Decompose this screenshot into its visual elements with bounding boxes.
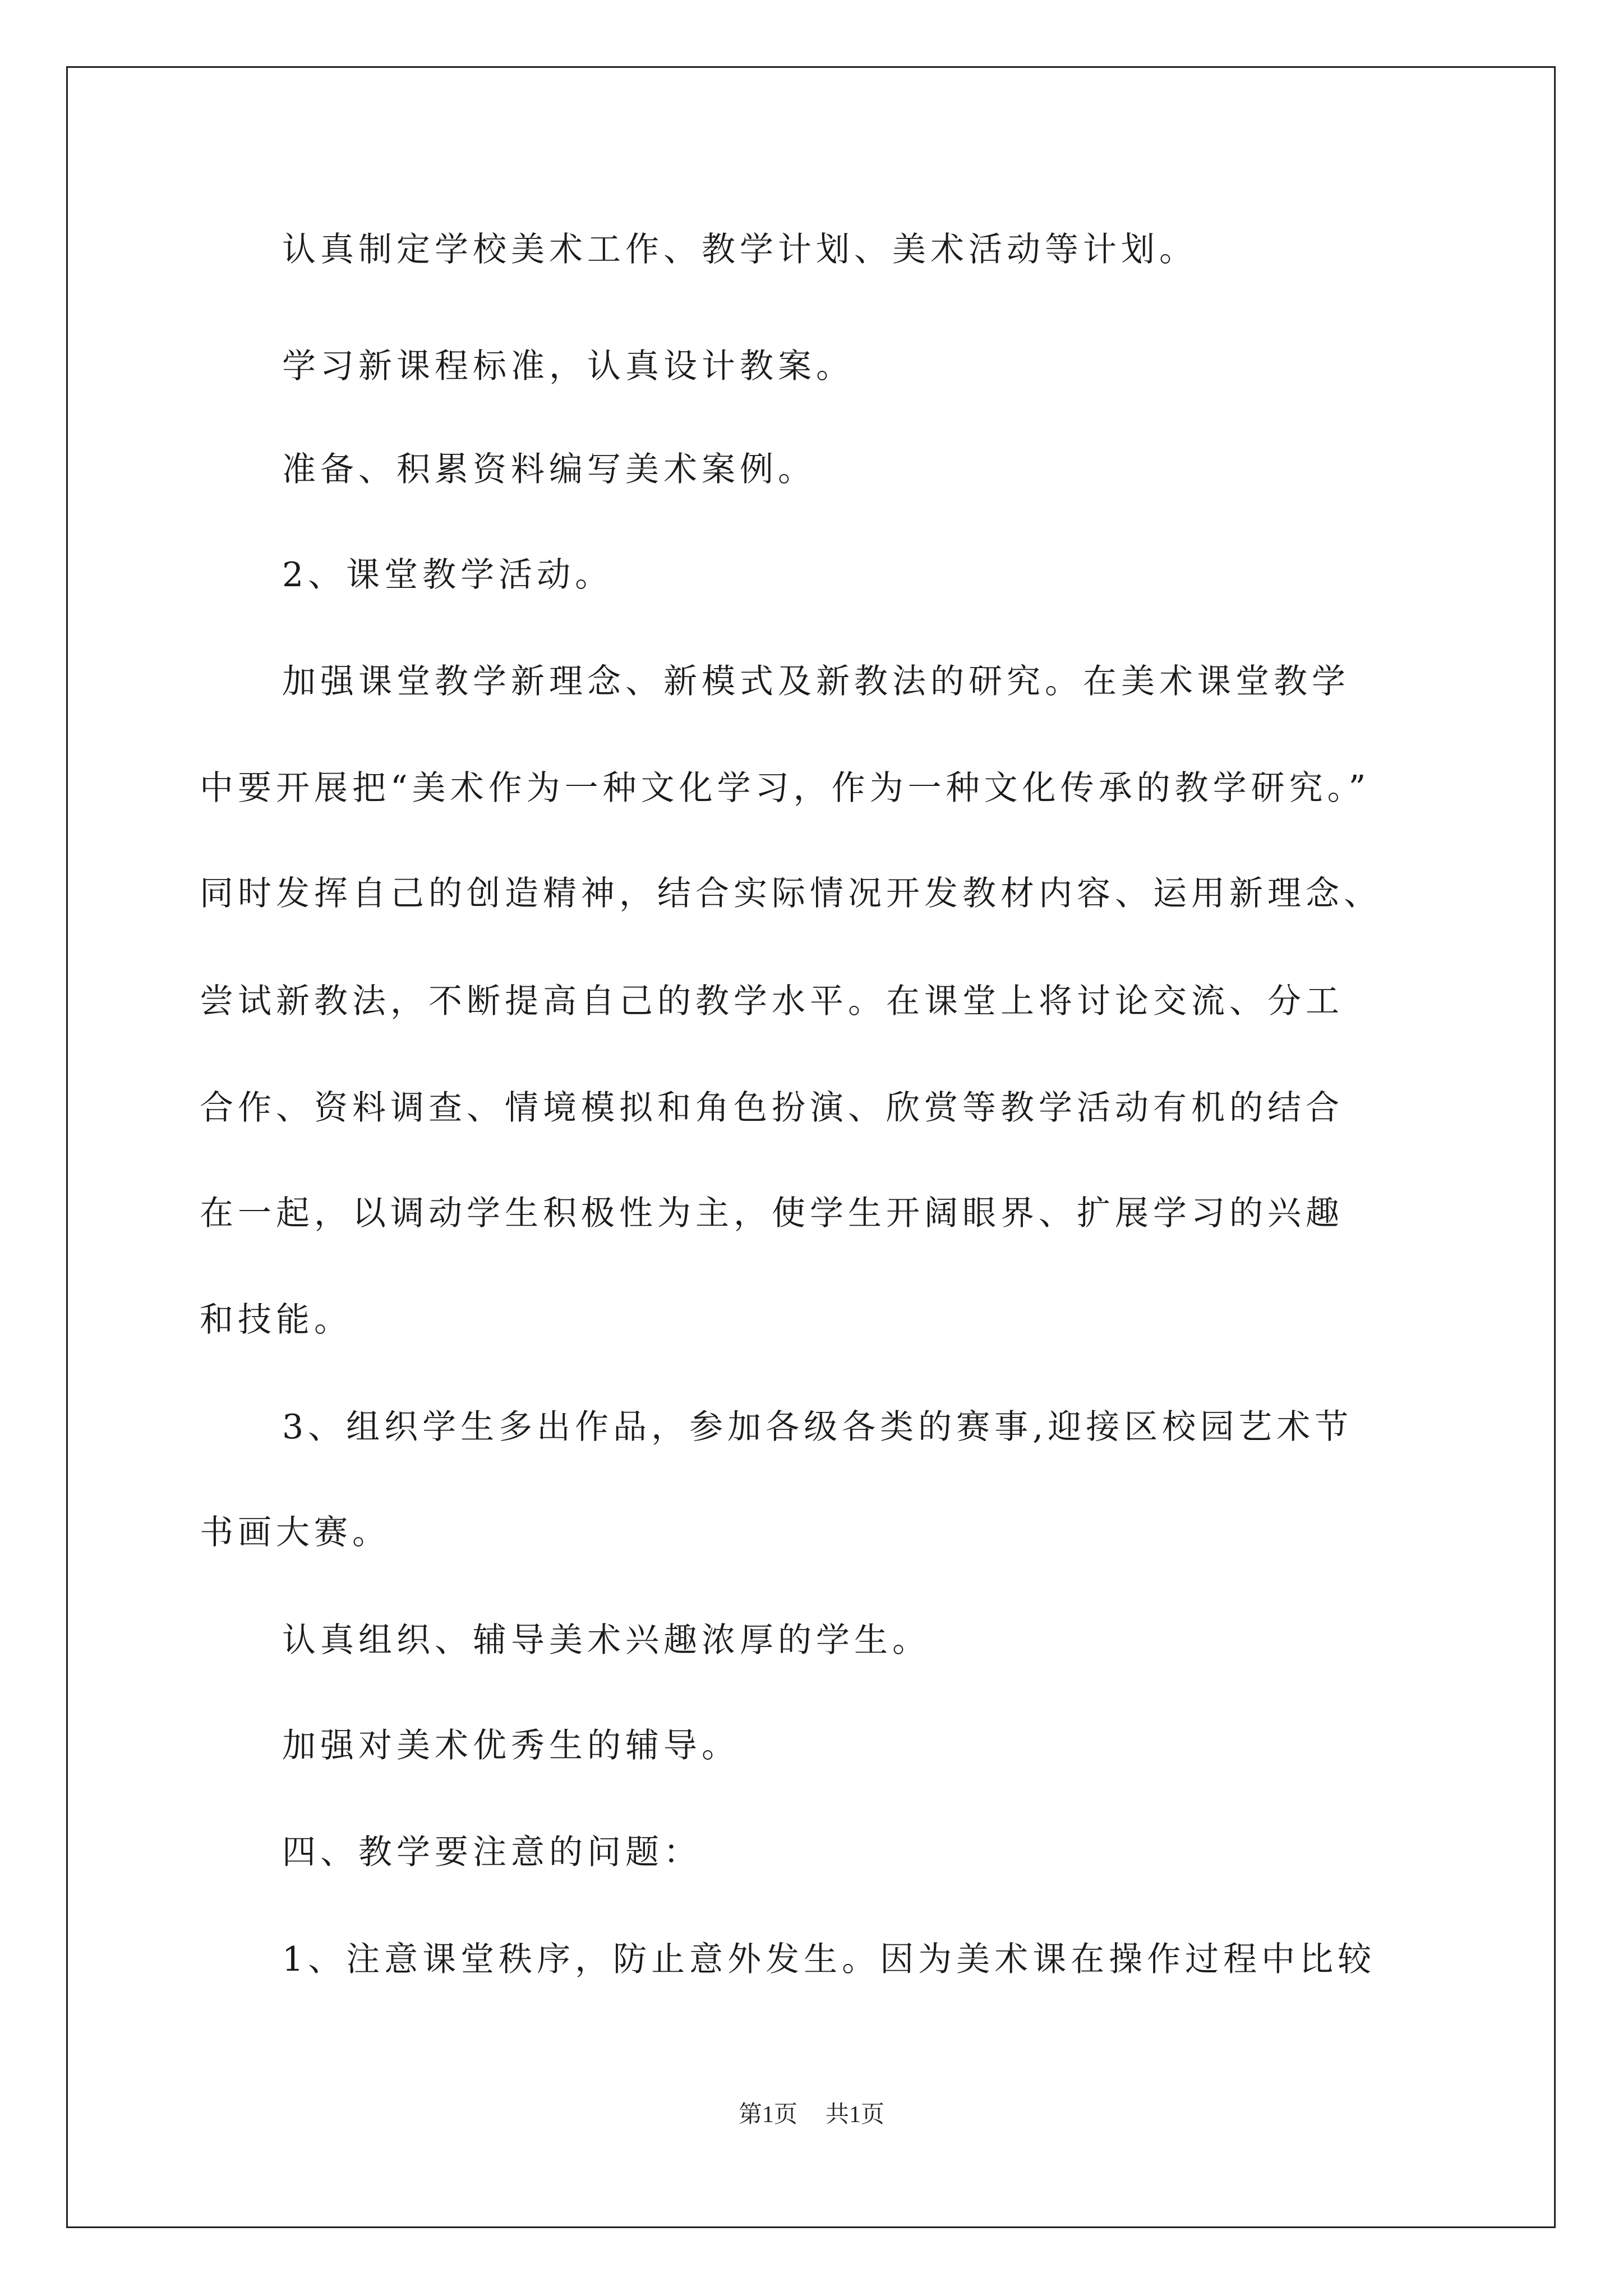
paragraph-line: 加强课堂教学新理念、新模式及新教法的研究。在美术课堂教学 <box>282 662 1350 701</box>
paragraph-line: 尝试新教法，不断提高自己的教学水平。在课堂上将讨论交流、分工 <box>200 982 1344 1021</box>
page-total-label: 共1页 <box>826 2102 885 2128</box>
paragraph-line: 认真制定学校美术工作、教学计划、美术活动等计划。 <box>282 230 1197 269</box>
paragraph-line: 四、教学要注意的问题： <box>282 1833 702 1872</box>
paragraph-line: 书画大赛。 <box>200 1513 390 1552</box>
page-number-label: 第1页 <box>738 2102 797 2128</box>
paragraph-line: 学习新课程标准，认真设计教案。 <box>282 347 854 386</box>
paragraph-line: 和技能。 <box>200 1300 352 1340</box>
paragraph-line: 在一起，以调动学生积极性为主，使学生开阔眼界、扩展学习的兴趣 <box>200 1194 1344 1233</box>
paragraph-line: 2、课堂教学活动。 <box>282 555 614 595</box>
paragraph-line: 同时发挥自己的创造精神，结合实际情况开发教材内容、运用新理念、 <box>200 874 1382 913</box>
paragraph-line: 1、注意课堂秩序，防止意外发生。因为美术课在操作过程中比较 <box>282 1940 1376 1979</box>
paragraph-line: 合作、资料调查、情境模拟和角色扮演、欣赏等教学活动有机的结合 <box>200 1088 1344 1128</box>
paragraph-line: 准备、积累资料编写美术案例。 <box>282 450 816 489</box>
paragraph-line: 中要开展把“美术作为一种文化学习，作为一种文化传承的教学研究。” <box>200 769 1371 808</box>
paragraph-line: 加强对美术优秀生的辅导。 <box>282 1726 740 1765</box>
paragraph-line: 认真组织、辅导美术兴趣浓厚的学生。 <box>282 1621 930 1660</box>
paragraph-line: 3、组织学生多出作品，参加各级各类的赛事,迎接区校园艺术节 <box>282 1407 1353 1447</box>
page-footer <box>0 2099 1623 2131</box>
